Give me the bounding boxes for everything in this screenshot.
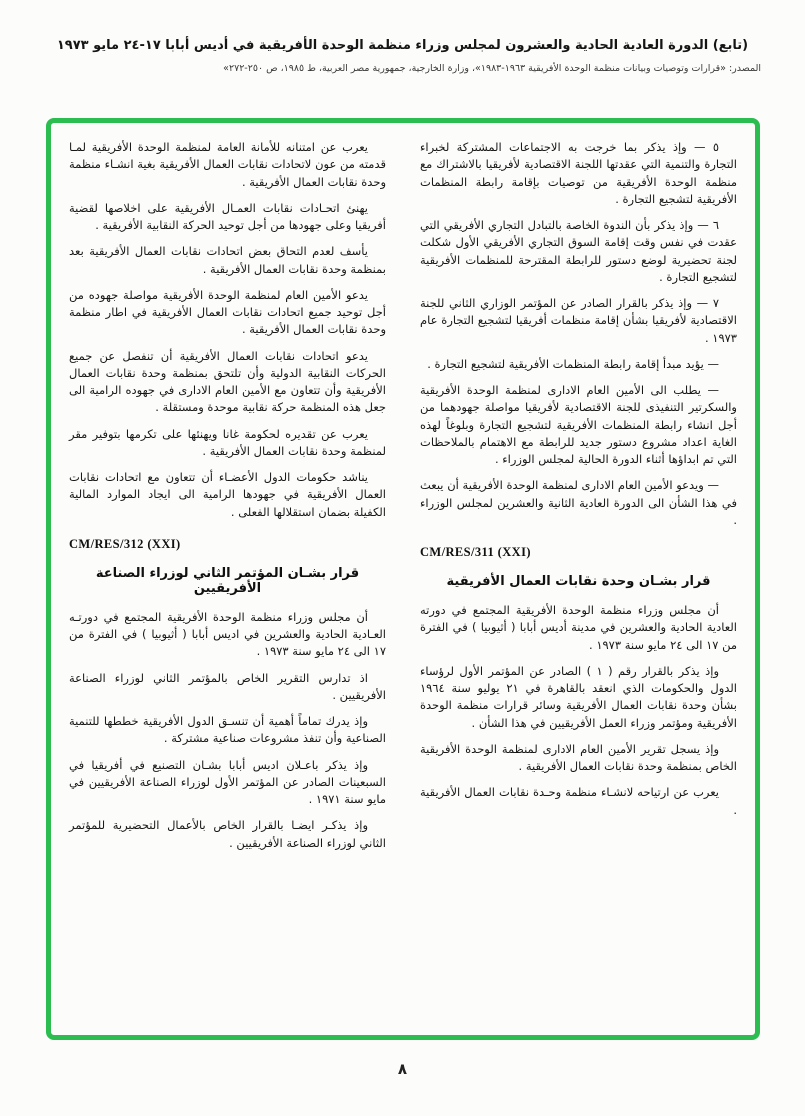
resolution-title: قرار بشـان المؤتمر الثاني لوزراء الصناعة الأفريقيين [95,565,360,596]
right-column [420,139,737,1021]
paragraph: — ويدعو الأمين العام الادارى لمنظمة الوحدة الأفريقية أن يبعث في هذا الشأن الى الدورة العادية الثانية والعشرين لمجلس الوزراء . [420,478,737,527]
paragraph: — يطلب الى الأمين العام الادارى لمنظمة الوحدة الأفريقية والسكرتير التنفيذى للجنة الاقتصادية لأفريقيا مواصلة جهودهما من أجل انشاء رابطة المنظمات الأفريقية لتشجيع التجارة وبلوغاً لهذه الغاية اعداد مشروع دستور جديد للرابطة مع الاهتمام بالملاحظات التي تم ابداؤها أثناء الدورة الحالية لمجلس الوزراء . [420,383,737,466]
paragraph: وإذ يذكر بالقرار رقم ( ١ ) الصادر عن المؤتمر الأول لرؤساء الدول والحكومات الذي انعقد بالقاهرة في ٢١ يوليو سنة ١٩٦٤ بشأن وحدة نقابات العمال الأفريقية وسائر قرارات منظمة الوحدة الأفريقية ومؤتمر وزراء العمل الأفريقيين في هذا الشأن . [420,663,738,730]
paragraph: اذ تدارس التقرير الخاص بالمؤتمر الثاني لوزراء الصناعة الأفريقيين . [69,670,386,702]
paragraph: وإذ يذكـر ايضـا بالقرار الخاص بالأعمال التحضيرية للمؤتمر الثاني لوزراء الصناعة الأفريقيين . [69,818,386,850]
paragraph: ٧ — وإذ يذكر بالقرار الصادر عن المؤتمر الوزاري الثاني للجنة الاقتصادية لأفريقيا بشأن إقامة منظمات أفريقيا لتشجيع التجارة عام ١٩٧٣ . [420,296,737,345]
paragraph: وإذ يدرك تماماً أهمية أن تنسـق الدول الأفريقية خططها للتنمية الصناعية وأن تنفذ مشروعات صناعية مشتركة . [69,714,386,746]
page-number: ٨ [397,1060,408,1078]
paragraph: — يؤيد مبدأ إقامة رابطة المنظمات الأفريقية لتشجيع التجارة . [427,356,719,371]
paragraph: أن مجلس وزراء منظمة الوحدة الأفريقية المجتمع في دورته العادية الحادية والعشرين في مدينة أديس أبابا ( أثيوبيا ) في الفترة من ١٧ الى ٢٤ مايو سنة ١٩٧٣ . [420,603,737,652]
resolution-code: CM/RES/312 (XXI) [69,536,181,551]
paragraph: يعرب عن تقديره لحكومة غانا ويهنئها على تكرمها بتوفير مقر لمنظمة وحدة نقابات العمال الأفريقية . [69,426,386,458]
highlight-box [46,118,760,1040]
paragraph: يدعو الأمين العام لمنظمة الوحدة الأفريقية مواصلة جهوده من أجل توحيد جميع اتحادات نقابات العمال الأفريقية في اطار منظمة وحدة نقابات العمال الأفريقية . [69,287,386,337]
paragraph: يأسف لعدم التحاق بعض اتحادات نقابات العمال الأفريقية بعد بمنظمة وحدة نقابات العمال الأفريقية . [69,244,386,276]
paragraph: وإذ يذكر باعـلان اديس أبابا بشـان التصنيع في أفريقيا في السبعينات الصادر عن المؤتمر الأول لوزراء الصناعة الأفريقيين في مايو سنة ١٩٧١ . [69,757,386,806]
resolution-title: قرار بشـان وحدة نقابات العمال الأفريقية [446,574,711,589]
paragraph: ٦ — وإذ يذكر بأن الندوة الخاصة بالتبادل التجاري الأفريقي التي عقدت في نفس وقت إقامة السوق التجاري الأفريقي الأول شكلت لجنة تحضيرية لوضع دستور للرابطة المقترحة للمنظمات الأفريقية لتشجيع التجارة . [420,218,737,284]
paragraph: يعرب عن امتنانه للأمانة العامة لمنظمة الوحدة الأفريقية لمـا قدمته من عون لاتحادات نقابات العمال الأفريقية بغية انشـاء منظمة وحدة نقابات العمال الأفريقية . [69,140,386,189]
source-line: المصدر: «قرارات وتوصيات وبيانات منظمة الوحدة الأفريقية ١٩٦٣-١٩٨٣»، وزارة الخارجية، جمهورية مصر العربية، ط ١٩٨٥، ص ٢٥٠-٢٧٢» [223,63,761,74]
paragraph: يدعو اتحادات نقابات العمال الأفريقية أن تنفصل عن جميع الحركات النقابية الدولية وأن تلتحق بمنظمة وحدة نقابات العمال الأفريقية وأن تتعاون مع الأمين العام الادارى في جهوده الرامية الى جعل هذه المنظمة حركة نقابية موحدة ومستقلة . [69,348,386,415]
left-column [69,139,386,1021]
page-header [0,0,805,74]
two-column-layout [69,139,737,1021]
paragraph: يعرب عن ارتياحه لانشـاء منظمة وحـدة نقابات العمال الأفريقية . [420,785,737,817]
paragraph: وإذ يسجل تقرير الأمين العام الادارى لمنظمة الوحدة الأفريقية الخاص بمنظمة وحدة نقابات العمال الأفريقية . [420,741,737,773]
header-title: (تابع) الدورة العادية الحادية والعشرون لمجلس وزراء منظمة الوحدة الأفريقية في أديس أبابا ١٧-٢٤ مايو ١٩٧٣ [56,38,749,53]
paragraph: أن مجلس وزراء منظمة الوحدة الأفريقية المجتمع في دورتـه العـادية الحادية والعشرين في اديس أبابا ( أثيوبيا ) في الفترة من ١٧ الى ٢٤ مايو سنة ١٩٧٣ . [69,609,386,659]
paragraph: يناشد حكومات الدول الأعضـاء أن تتعاون مع اتحادات نقابات العمال الأفريقية في جهودها الرامية الى ايجاد الموارد المالية الكفيلة بضمان استقلالها الفعلى . [69,470,386,519]
paragraph: ٥ — وإذ يذكر بما خرجت به الاجتماعات المشتركة لخبراء التجارة والتنمية التي عقدتها اللجنة الاقتصادية لأفريقيا بالاشتراك مع منظمة الوحدة الأفريقية من توصيات بإقامة رابطة المنظمات الأفريقية لتشجيع التجارة . [420,140,737,206]
resolution-code: CM/RES/311 (XXI) [420,545,531,559]
paragraph: يهنئ اتحـادات نقابات العمـال الأفريقية على اخلاصها لقضية أفريقيا وعلى جهودها من أجل توحيد الحركة النقابية الأفريقية . [69,200,386,232]
